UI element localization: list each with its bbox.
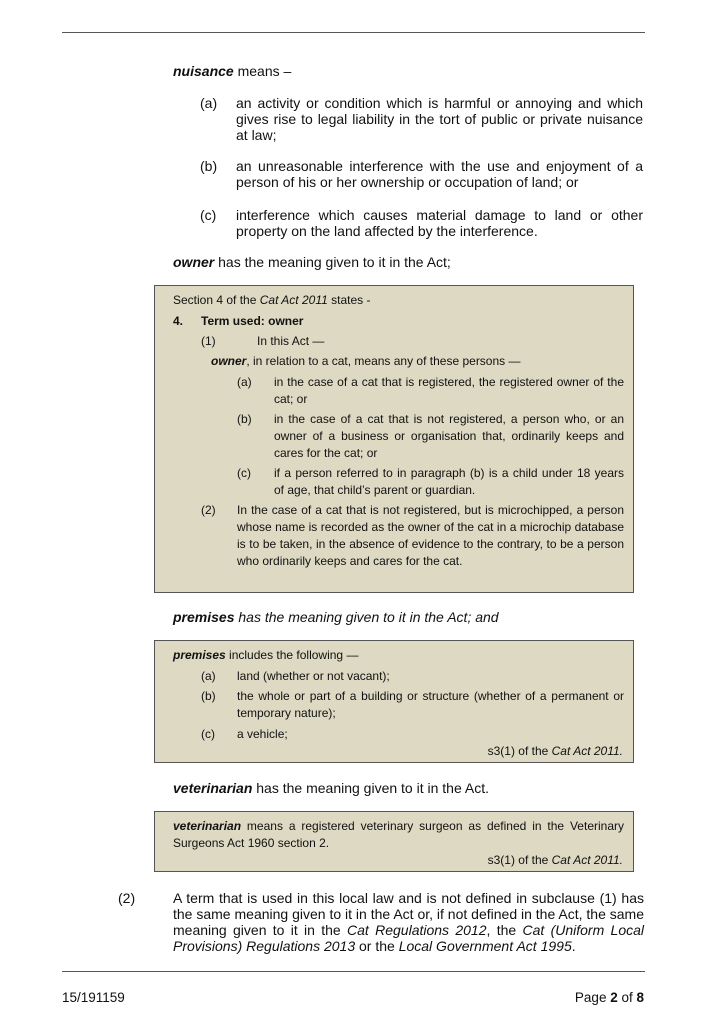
page-indicator: Page 2 of 8	[574, 990, 644, 1005]
section-title: Term used: owner	[201, 314, 304, 328]
owner-item-a-text: in the case of a cat that is registered, the registered owner of the cat; or	[274, 375, 624, 406]
nuisance-item-c	[200, 207, 644, 239]
clause-2-label: (2)	[118, 890, 136, 906]
premises-source: s3(1) of the Cat Act 2011.	[487, 744, 623, 758]
owner-item-b-text: in the case of a cat that is not registered, a person who, or an owner of a business or organisation that, ordinarily keeps and cares for the cat; or	[274, 412, 624, 460]
item-text: interference which causes material damage to land or other property on the land affected by the interference.	[236, 207, 643, 239]
defined-term: owner	[173, 254, 215, 270]
owner-def-line: owner, in relation to a cat, means any of these persons —	[211, 354, 521, 368]
owner-statute-box	[154, 285, 634, 593]
veterinarian-def-text: veterinarian means a registered veterinary surgeon as defined in the Veterinary Surgeons Act 1960 section 2.	[173, 819, 624, 850]
premises-statute-box	[154, 640, 634, 763]
premises-item-b-label: (b)	[201, 689, 216, 703]
box-intro: Section 4 of the Cat Act 2011 states -	[173, 293, 371, 307]
section-number: 4.	[173, 314, 184, 328]
premises-definition: premises has the meaning given to it in the Act; and	[173, 609, 499, 625]
premises-item-a-label: (a)	[201, 669, 216, 683]
subsection-2-text: In the case of a cat that is not registered, but is microchipped, a person whose name is recorded as the owner of the cat in a microchip database is to be taken, in the absence of evidence to the contrary, to be a person who ordinarily keeps and cares for the cat.	[237, 503, 624, 568]
premises-item-c-label: (c)	[201, 727, 215, 741]
nuisance-item-a	[200, 95, 644, 143]
nuisance-definition: nuisance means –	[173, 63, 292, 79]
premises-item-a-text: land (whether or not vacant);	[237, 669, 390, 683]
owner-definition: owner has the meaning given to it in the Act;	[173, 254, 451, 270]
footer-rule	[62, 971, 645, 972]
premises-def-line: premises includes the following —	[173, 648, 359, 662]
owner-item-b-label: (b)	[237, 412, 252, 426]
item-label: (c)	[200, 207, 217, 223]
premises-item-c-text: a vehicle;	[237, 727, 288, 741]
veterinarian-statute-box	[154, 811, 634, 872]
subsection-label: (1)	[201, 334, 216, 348]
owner-item-c-label: (c)	[237, 466, 251, 480]
header-rule	[62, 32, 645, 33]
owner-item-c-text: if a person referred to in paragraph (b) is a child under 18 years of age, that child’s parent or guardian.	[274, 466, 624, 497]
subsection-text: In this Act —	[257, 334, 325, 348]
defined-term: veterinarian	[173, 780, 253, 796]
item-label: (b)	[200, 158, 218, 174]
item-label: (a)	[200, 95, 218, 111]
veterinarian-source: s3(1) of the Cat Act 2011.	[487, 853, 623, 867]
defined-term: nuisance	[173, 63, 234, 79]
owner-item-a-label: (a)	[237, 375, 252, 389]
defined-term: premises	[173, 609, 235, 625]
nuisance-item-b	[200, 158, 644, 190]
document-id: 15/191159	[62, 990, 125, 1005]
item-text: an activity or condition which is harmful or annoying and which gives rise to legal liability in the tort of public or private nuisance at law;	[236, 95, 643, 143]
clause-2-text: A term that is used in this local law and is not defined in subclause (1) has the same meaning given to it in the Act or, if not defined in the Act, the same meaning given to it in the Cat Regulations 2012, the Cat (Uniform Local Provisions) Regulations 2013 or the Local Government Act 1995.	[173, 890, 645, 954]
premises-item-b-text: the whole or part of a building or structure (whether of a permanent or temporary nature);	[237, 689, 624, 720]
veterinarian-definition: veterinarian has the meaning given to it in the Act.	[173, 780, 489, 796]
subsection-2-label: (2)	[201, 503, 216, 517]
item-text: an unreasonable interference with the use and enjoyment of a person of his or her ownership or occupation of land; or	[236, 158, 643, 190]
